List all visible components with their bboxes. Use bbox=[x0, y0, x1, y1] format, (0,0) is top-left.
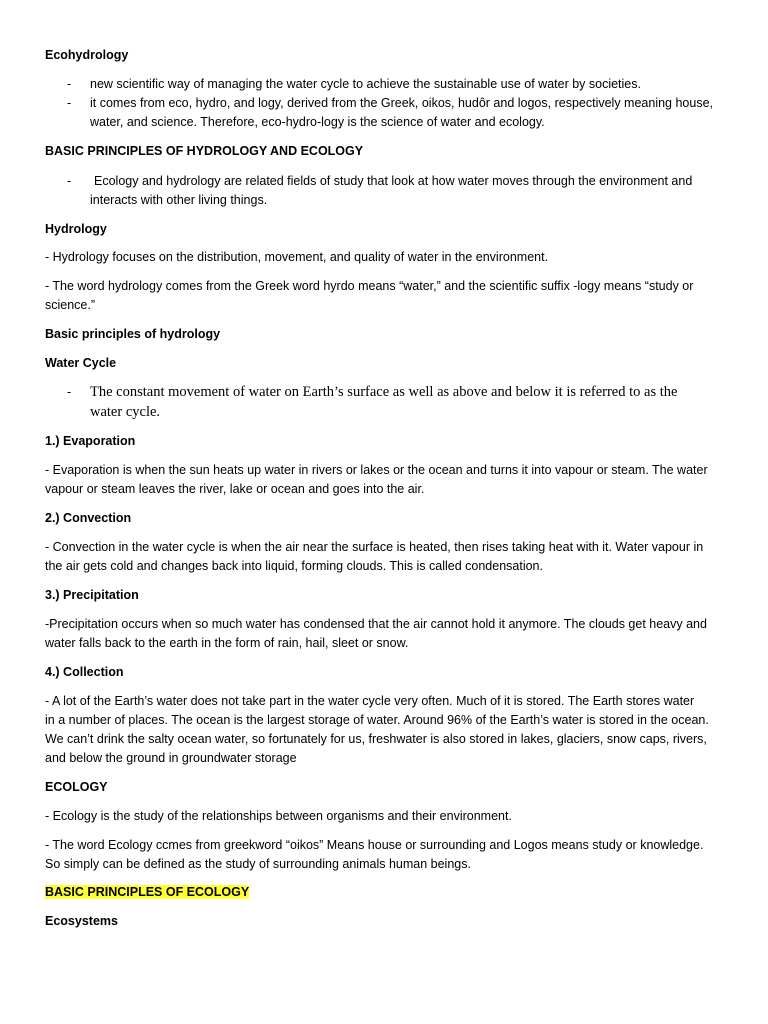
heading-basic-principles-hydrology: Basic principles of hydrology bbox=[45, 327, 221, 341]
eco-bullet-2-line-2: water, and science. Therefore, eco-hydro-logy is the science of water and ecology. bbox=[90, 115, 545, 129]
principles-bullet-line-2: interacts with other living things. bbox=[90, 193, 268, 207]
eco-bullet-2-line-1: it comes from eco, hydro, and logy, derived from the Greek, oikos, hudôr and logos, respectively meaning house, bbox=[90, 96, 714, 110]
ecology-paragraph-1: - Ecology is the study of the relationships between organisms and their environment. bbox=[45, 809, 512, 823]
highlighted-heading-text: BASIC PRINCIPLES OF ECOLOGY bbox=[45, 885, 250, 899]
bullet-dash: - bbox=[67, 174, 72, 188]
heading-ecology: ECOLOGY bbox=[45, 780, 108, 794]
heading-collection: 4.) Collection bbox=[45, 665, 124, 679]
principles-bullet-line-1: Ecology and hydrology are related fields of study that look at how water moves through the environment and bbox=[94, 174, 693, 188]
collection-line-1: - A lot of the Earth’s water does not take part in the water cycle very often. Much of it is stored. The Earth stores water bbox=[45, 694, 695, 708]
bullet-dash: - bbox=[67, 385, 72, 399]
collection-line-3: We can’t drink the salty ocean water, so fortunately for us, freshwater is also stored in lakes, glaciers, snow caps, rivers, bbox=[45, 732, 707, 746]
collection-line-4: and below the ground in groundwater storage bbox=[45, 751, 297, 765]
heading-water-cycle: Water Cycle bbox=[45, 356, 117, 370]
hydrology-paragraph-2-line-1: - The word hydrology comes from the Greek word hyrdo means “water,” and the scientific suffix -logy means “study or bbox=[45, 279, 694, 293]
heading-basic-principles-hydrology-ecology: BASIC PRINCIPLES OF HYDROLOGY AND ECOLOGY bbox=[45, 144, 364, 158]
evaporation-line-1: - Evaporation is when the sun heats up water in rivers or lakes or the ocean and turns it into vapour or steam. The water bbox=[45, 463, 708, 477]
hydrology-paragraph-1: - Hydrology focuses on the distribution, movement, and quality of water in the environment. bbox=[45, 250, 549, 264]
ecology-paragraph-2-line-1: - The word Ecology ccmes from greekword “oikos” Means house or surrounding and Logos means study or knowledge. bbox=[45, 838, 704, 852]
heading-basic-principles-ecology bbox=[45, 883, 249, 902]
precipitation-line-2: water falls back to the earth in the form of rain, hail, sleet or snow. bbox=[45, 636, 409, 650]
convection-line-1: - Convection in the water cycle is when the air near the surface is heated, then rises taking heat with it. Water vapour in bbox=[45, 540, 704, 554]
water-cycle-bullet-line-2: water cycle. bbox=[90, 404, 161, 420]
heading-ecosystems: Ecosystems bbox=[45, 914, 118, 928]
hydrology-paragraph-2-line-2: science.” bbox=[45, 298, 96, 312]
convection-line-2: the air gets cold and changes back into liquid, forming clouds. This is called condensation. bbox=[45, 559, 543, 573]
bullet-dash: - bbox=[67, 96, 72, 110]
heading-convection: 2.) Convection bbox=[45, 511, 132, 525]
heading-hydrology: Hydrology bbox=[45, 222, 107, 236]
eco-bullet-1: new scientific way of managing the water cycle to achieve the sustainable use of water by societies. bbox=[90, 77, 641, 91]
heading-ecohydrology: Ecohydrology bbox=[45, 48, 129, 62]
water-cycle-bullet-line-1: The constant movement of water on Earth’s surface as well as above and below it is referred to as the bbox=[90, 384, 678, 400]
collection-line-2: in a number of places. The ocean is the largest storage of water. Around 96% of the Earth’s water is stored in the ocean. bbox=[45, 713, 709, 727]
bullet-dash: - bbox=[67, 77, 72, 91]
evaporation-line-2: vapour or steam leaves the river, lake or ocean and goes into the air. bbox=[45, 482, 425, 496]
heading-evaporation: 1.) Evaporation bbox=[45, 434, 136, 448]
heading-precipitation: 3.) Precipitation bbox=[45, 588, 139, 602]
precipitation-line-1: -Precipitation occurs when so much water has condensed that the air cannot hold it anymore. The clouds get heavy and bbox=[45, 617, 707, 631]
ecology-paragraph-2-line-2: So simply can be defined as the study of surrounding animals human beings. bbox=[45, 857, 471, 871]
